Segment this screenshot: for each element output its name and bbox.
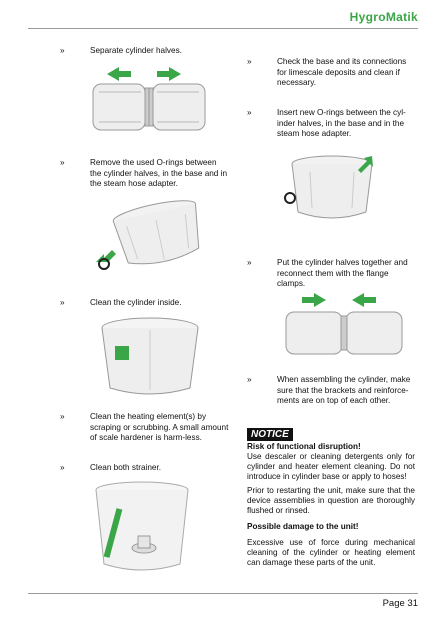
bullet: » — [60, 463, 65, 472]
bullet: » — [247, 57, 252, 66]
bullet: » — [247, 258, 252, 267]
figure-clean-inside — [95, 316, 205, 401]
notice-badge: NOTICE — [247, 428, 293, 441]
step-text: Check the base and its connections for limescale deposits and clean if necessary. — [277, 57, 407, 87]
bullet: » — [60, 46, 65, 55]
step-text: Insert new O-rings between the cyl-inder halves, in the base and in the steam hose adapter. — [277, 108, 406, 138]
step-text: Remove the used O-rings between the cylinder halves, in the base and in the steam hose adapter. — [90, 158, 228, 188]
cylinder-half-right — [149, 84, 205, 130]
oring-icon — [285, 193, 295, 203]
arrow-left-icon — [107, 67, 131, 81]
step-text: When assembling the cylinder, make sure that the brackets and reinforce-ments are on top of each other. — [277, 375, 411, 405]
notice-heading-damage: Possible damage to the unit! — [247, 522, 359, 531]
cylinder-half-left — [93, 84, 149, 130]
notice-para-descaler: Use descaler or cleaning detergents only for cylinder and heater element cleaning. Do not introduce in cylinder base or apply to hoses! — [247, 452, 415, 482]
step-text: Put the cylinder halves together and reconnect them with the flange clamps. — [277, 258, 408, 288]
figure-clean-strainer — [92, 480, 192, 578]
brand-logo: HygroMatik — [349, 10, 418, 24]
bullet: » — [60, 158, 65, 167]
footer-rule — [28, 593, 418, 594]
figure-insert-orings — [280, 150, 390, 230]
notice-para-restart: Prior to restarting the unit, make sure that the device assemblies in question are thoroughly flushed or rinsed. — [247, 486, 415, 516]
step-text: Clean the heating element(s) by scraping or scrubbing. A small amount of scale hardener is harm-less. — [90, 412, 229, 442]
notice-heading-functional: Risk of functional disruption! — [247, 442, 361, 451]
header-rule — [28, 28, 418, 29]
bullet: » — [60, 298, 65, 307]
step-text: Clean both strainer. — [90, 463, 162, 472]
arrow-left-icon — [352, 293, 376, 307]
figure-join-cylinder — [280, 290, 410, 360]
page-number: Page 31 — [382, 598, 418, 609]
step-text: Separate cylinder halves. — [90, 46, 182, 55]
bullet: » — [247, 108, 252, 117]
figure-separate-cylinder — [85, 62, 215, 137]
arrow-right-icon — [302, 293, 326, 307]
arrow-right-icon — [157, 67, 181, 81]
sponge-icon — [115, 346, 129, 360]
notice-para-force: Excessive use of force during mechanical cleaning of the cylinder or heating element can damage these parts of the unit. — [247, 538, 415, 568]
step-text: Clean the cylinder inside. — [90, 298, 182, 307]
bullet: » — [60, 412, 65, 421]
figure-remove-orings — [90, 200, 210, 280]
bullet: » — [247, 375, 252, 384]
